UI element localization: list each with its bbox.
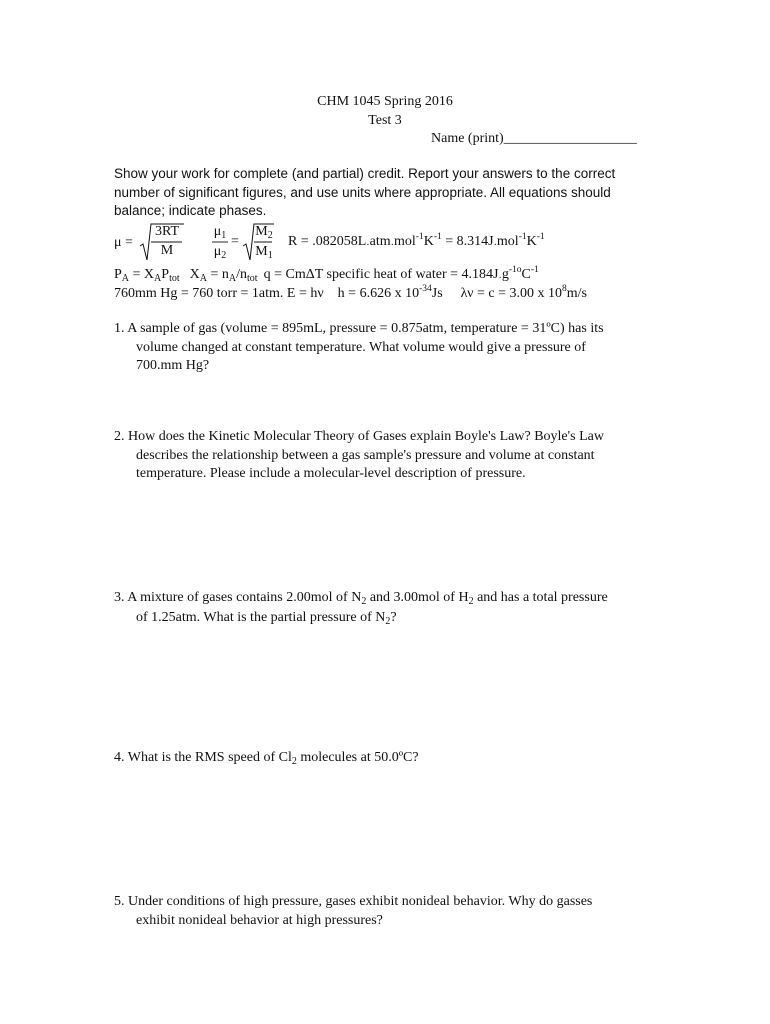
- dalton-law: $P_A = X_AP_{tot}$: [114, 267, 180, 284]
- rms-numerator: 3RT: [154, 224, 180, 239]
- rms-fraction: [151, 223, 183, 260]
- rms-denominator: M: [160, 242, 174, 258]
- course-title: CHM 1045 Spring 2016: [317, 94, 453, 109]
- graham-M1-sub: 1: [267, 249, 273, 261]
- question-5-line-1: 5. Under conditions of high pressure, gases exhibit nonideal behavior. Why do gasses: [114, 894, 593, 909]
- equations-row-1: [114, 222, 674, 262]
- photon-energy: E = hν: [286, 286, 324, 301]
- question-2-line-2: describes the relationship between a gas sample's pressure and volume at constant: [136, 447, 595, 463]
- pressure-conversion: 760mm Hg = 760 torr = 1atm.: [114, 286, 284, 301]
- question-5: [114, 893, 659, 930]
- question-3-line-2: of 1.25atm. What is the partial pressure of $N_2$?: [136, 609, 397, 627]
- question-2-line-1: 2. How does the Kinetic Molecular Theory of Gases explain Boyle's Law? Boyle's Law: [114, 429, 604, 444]
- graham-M2: M: [255, 224, 268, 239]
- equations-row-3: [114, 285, 587, 305]
- graham-mu1: μ: [213, 224, 222, 239]
- question-4-line-1: 4. What is the RMS speed of $Cl_2$ molecules at 50.0ºC?: [114, 750, 419, 767]
- question-3-line-1: 3. A mixture of gases contains 2.00mol of $N_2$ and 3.00mol of $H_2$ and has a total pressure: [114, 590, 608, 607]
- graham-M2-sub: 2: [267, 230, 273, 241]
- question-1-line-3: 700.mm Hg?: [136, 358, 210, 373]
- planck-constant: h = 6.626 x $10^{-34}Js$: [337, 284, 443, 301]
- graham-left-fraction: [211, 223, 229, 262]
- question-1-line-1: 1. A sample of gas (volume = 895mL, pressure = 0.875atm, temperature = 31ºC) has its: [114, 321, 604, 336]
- graham-mu1-sub: 1: [221, 230, 227, 241]
- question-1: [114, 320, 659, 376]
- gas-constant-equation: $R = .082058L_\cdot atm_\cdot mol^{-1}K^{-1} = 8.314J_\cdot mol^{-1}K^{-1}$: [288, 232, 545, 251]
- test-title: Test 3: [368, 113, 402, 128]
- rms-mu-label: μ =: [114, 235, 133, 250]
- graham-right-fraction: [254, 223, 274, 262]
- name-field: Name (print)___________________: [431, 131, 637, 146]
- question-2-line-3: temperature. Please include a molecular-level description of pressure.: [136, 466, 526, 481]
- equations-row-2: [114, 266, 539, 286]
- graham-mu2-sub: 2: [221, 249, 227, 261]
- question-3: [114, 589, 659, 628]
- question-4: [114, 749, 659, 769]
- wave-equation: λν = c = 3.00 x $10^8m/s$: [460, 284, 587, 301]
- question-1-line-2: volume changed at constant temperature. What volume would give a pressure of: [136, 339, 586, 355]
- question-2: [114, 428, 659, 484]
- mole-fraction: $X_A = n_A/n_{tot}$: [189, 267, 258, 284]
- graham-M1: M: [255, 243, 268, 259]
- specific-heat: q = CmΔT specific heat of water = $4.184J_\cdot g^{-1o}C^{-1}$: [263, 265, 539, 284]
- graham-equals: =: [231, 234, 239, 249]
- question-5-line-2: exhibit nonideal behavior at high pressures?: [136, 912, 383, 928]
- graham-mu2: μ: [213, 243, 222, 259]
- instructions-text: Show your work for complete (and partial) credit. Report your answers to the correct number of significant figures, and use units where appropriate. All equations should balance; indicate phases.: [114, 166, 616, 219]
